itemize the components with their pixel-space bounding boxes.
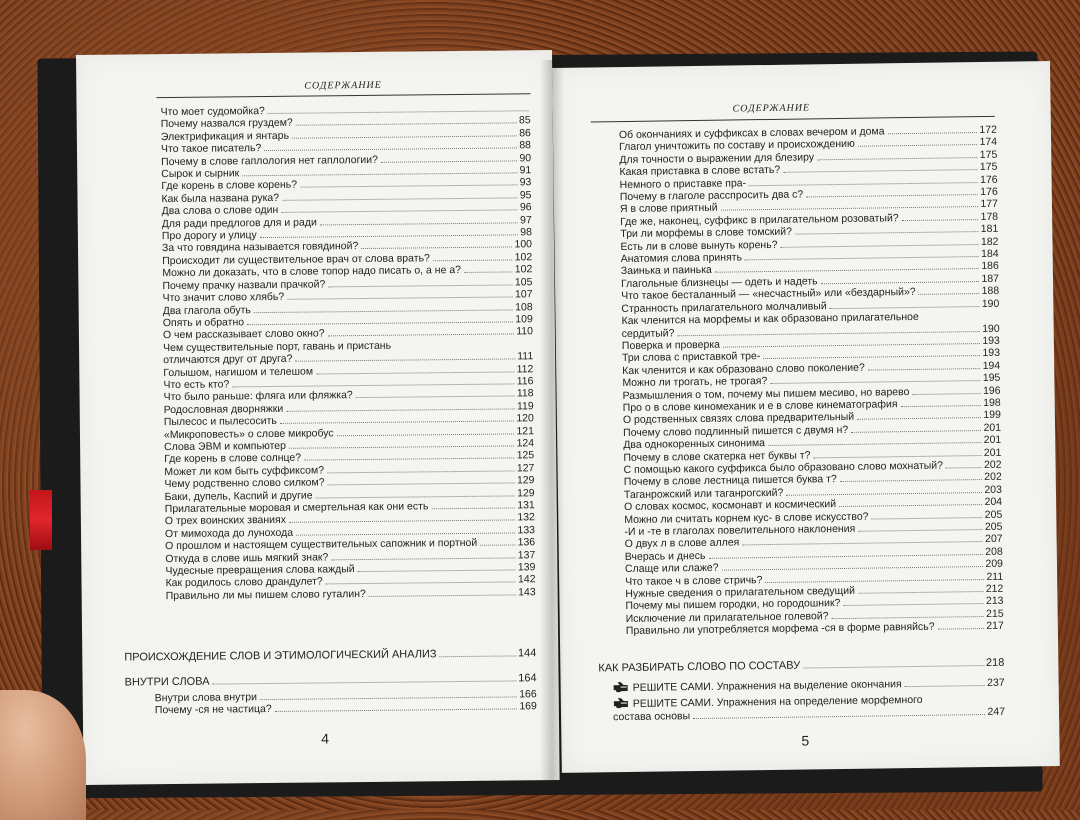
- entry-title: Пылесос и пылесосить: [163, 415, 277, 429]
- right-page: [552, 61, 1060, 773]
- dot-leader: [763, 355, 980, 359]
- dot-leader: [721, 206, 979, 211]
- entry-title: За что говядина называется говядиной?: [161, 240, 359, 255]
- entry-title: КАК РАЗБИРАТЬ СЛОВО ПО СОСТАВУ: [598, 659, 801, 675]
- entry-page: 88: [519, 139, 532, 152]
- entry-page: 202: [984, 471, 1002, 484]
- entry-page: 102: [514, 263, 533, 276]
- entry-page: 190: [981, 297, 1000, 310]
- entry-title: Электрификация и янтарь: [160, 129, 290, 143]
- entry-title: Для точности о выражении для блезиру: [619, 151, 815, 166]
- entry-page: 190: [982, 322, 1000, 335]
- red-stripe-decoration: [30, 490, 52, 550]
- dot-leader: [795, 231, 979, 235]
- dot-leader: [361, 247, 512, 250]
- dot-leader: [693, 714, 985, 719]
- entry-title: О трех воинских званиях: [164, 514, 287, 528]
- entry-title: Размышления о том, почему мы пишем месиво, но варево: [622, 385, 910, 402]
- entry-title: Два глагола обуть: [162, 303, 251, 317]
- entry-title: ВНУТРИ СЛОВА: [124, 675, 210, 689]
- entry-page: 205: [984, 508, 1003, 521]
- entry-page: 172: [979, 123, 997, 137]
- dot-leader: [858, 529, 983, 532]
- dot-leader: [213, 680, 517, 684]
- entry-page: 207: [985, 533, 1003, 546]
- entry-title: Про о в слове киномеханик и е в слове кинематография: [622, 398, 898, 414]
- entry-page: 96: [519, 201, 532, 214]
- entry-title: Слаще или слаже?: [624, 561, 719, 576]
- entry-title: О прошлом и настоящем существительных сапожник и портной: [165, 537, 478, 553]
- entry-title: О чем рассказывает слово окно?: [162, 327, 325, 342]
- entry-page: 205: [984, 520, 1003, 533]
- entry-title: Как членится на морфемы и как образовано прилагательное: [621, 310, 919, 328]
- entry-title: Два слова о слове один: [161, 204, 279, 218]
- entry-page: 132: [517, 511, 535, 524]
- entry-page: 196: [982, 384, 1001, 397]
- entry-title: Можно ли считать корнем кус- в слове искусство?: [624, 510, 869, 526]
- pointing-hand-icon: [613, 697, 629, 709]
- entry-title: Странность прилагательного молчаливый: [621, 299, 827, 315]
- dot-leader: [328, 334, 515, 337]
- entry-page: 195: [982, 371, 1001, 385]
- dot-leader: [821, 281, 980, 284]
- dot-leader: [781, 244, 979, 248]
- dot-leader: [840, 479, 982, 482]
- entry-title: Почему -ся не частица?: [154, 703, 272, 717]
- entry-title: Слова ЭВМ и компьютер: [164, 439, 286, 454]
- entry-page: 139: [517, 561, 536, 574]
- page-number: 5: [801, 732, 810, 749]
- running-head: СОДЕРЖАНИЕ: [304, 79, 382, 92]
- entry-title: РЕШИТЕ САМИ. Упражнения на определение морфемного: [632, 693, 923, 710]
- entry-page: 176: [980, 185, 998, 199]
- entry-page: 127: [516, 462, 535, 475]
- entry-title: Баки, дупель, Каспий и другие: [164, 489, 313, 503]
- dot-leader: [806, 194, 978, 197]
- entry-page: 215: [986, 607, 1004, 620]
- entry-page: 98: [520, 226, 532, 239]
- entry-page: 121: [516, 424, 535, 437]
- dot-leader: [304, 458, 515, 461]
- dot-leader: [356, 396, 515, 399]
- dot-leader: [281, 210, 518, 213]
- entry-page: 198: [983, 396, 1001, 409]
- entry-title: Два однокоренных синонима: [623, 437, 766, 452]
- entry-title: Правильно ли мы пишем слово гуталин?: [165, 587, 366, 602]
- dot-leader: [888, 132, 978, 134]
- entry-title: Что такое писатель?: [160, 142, 262, 156]
- entry-title: Три ли морфемы в слове томский?: [620, 225, 793, 241]
- entry-page: 217: [986, 619, 1004, 633]
- dot-leader: [381, 160, 517, 162]
- entry-page: 181: [980, 223, 999, 236]
- entry-title: Может ли ком быть суффиксом?: [164, 464, 325, 478]
- entry-title: Что моет судомойка?: [160, 105, 265, 119]
- entry-title: Для ради предлогов для и ради: [161, 216, 317, 230]
- dot-leader: [331, 557, 515, 560]
- section-list: [598, 656, 1004, 677]
- entry-title: Таганрожский или таганрогский?: [623, 486, 784, 501]
- entry-page: 213: [985, 595, 1004, 608]
- entry-page: 169: [519, 700, 537, 713]
- dot-leader: [858, 591, 984, 594]
- entry-title: РЕШИТЕ САМИ. Упражнения на выделение окончания: [632, 678, 902, 694]
- entry-page: 186: [981, 260, 999, 273]
- dot-leader: [247, 321, 513, 325]
- entry-page: 110: [516, 325, 533, 338]
- entry-page: 175: [979, 148, 998, 161]
- entry-page: 105: [514, 275, 533, 289]
- entry-page: 194: [982, 359, 1001, 372]
- entry-page: 178: [980, 210, 999, 223]
- entry-page: 143: [518, 586, 536, 599]
- entry-page: 203: [984, 483, 1003, 496]
- entry-page: 93: [519, 176, 532, 189]
- entry-title: Почему в слове гаплология нет гаплологии?: [161, 153, 379, 168]
- entry-title: -И и -те в глаголах повелительного наклонения: [624, 522, 856, 539]
- entry-page: 193: [982, 347, 1001, 360]
- entry-page: 108: [515, 300, 533, 313]
- entry-title: Анатомия слова принять: [620, 251, 743, 266]
- dot-leader: [786, 492, 982, 496]
- dot-leader: [830, 306, 980, 309]
- entry-page: 201: [983, 446, 1002, 459]
- entry-title: Три слова с приставкой тре-: [621, 350, 761, 365]
- section-entry: [124, 646, 536, 665]
- left-page: [76, 50, 560, 785]
- dot-leader: [254, 309, 513, 313]
- entry-page: 199: [983, 409, 1001, 422]
- dot-leader: [857, 417, 981, 420]
- dot-leader: [289, 445, 515, 448]
- entry-title: Почему в слове лестница пишется буква т?: [623, 473, 837, 489]
- dot-leader: [817, 157, 978, 160]
- entry-page: 120: [516, 412, 534, 425]
- dot-leader: [287, 297, 513, 300]
- dot-leader: [296, 532, 515, 535]
- entry-page: 201: [983, 433, 1002, 447]
- entry-page: 175: [979, 161, 998, 174]
- entry-title: Происходит ли существительное врач от слова врать?: [162, 252, 430, 267]
- entry-title: Вчерась и днесь: [624, 549, 706, 563]
- toc-list: [161, 102, 536, 602]
- entry-title: Как родилось слово драндулет?: [165, 575, 323, 590]
- entry-title: Об окончаниях и суффиксах в словах вечером и дома: [618, 125, 885, 142]
- entry-title: Почему слово подлинный пишется с двумя н?: [623, 423, 849, 439]
- entry-title: Какая приставка в слове встать?: [619, 164, 781, 179]
- entry-page: 182: [980, 235, 999, 248]
- entry-title: Почему назвался груздем?: [160, 117, 293, 131]
- dot-leader: [723, 343, 980, 348]
- dot-leader: [839, 504, 983, 507]
- entry-title: сердитый?: [621, 326, 675, 340]
- entry-page: 100: [514, 238, 533, 251]
- entry-title: Где корень в слове корень?: [161, 179, 298, 193]
- entry-title: Голышом, нагишом и телешом: [163, 365, 314, 379]
- entry-page: 85: [518, 114, 531, 127]
- entry-title: Как членится и как образовано слово поколение?: [622, 361, 865, 377]
- dot-leader: [912, 393, 981, 395]
- entry-title: состава основы: [612, 710, 691, 724]
- dot-leader: [765, 579, 984, 583]
- entry-page: 187: [981, 272, 1000, 285]
- entry-title: Исключение ли прилагательное голевой?: [625, 610, 829, 625]
- entry-page: 124: [516, 437, 535, 450]
- dot-leader: [843, 603, 984, 606]
- dot-leader: [327, 470, 515, 473]
- entry-page: 193: [982, 334, 1000, 347]
- entry-page: 209: [985, 557, 1004, 571]
- dot-leader: [902, 219, 979, 221]
- section-entry: [125, 671, 537, 690]
- entry-title: «Микроповесть» о слове микробус: [163, 426, 334, 441]
- entry-title: Внутри слова внутри: [154, 691, 257, 705]
- dot-leader: [369, 594, 516, 597]
- entry-title: Можно ли трогать, не трогая?: [622, 375, 768, 390]
- entry-title: Чудесные превращения слова каждый: [165, 563, 355, 578]
- dot-leader: [431, 507, 515, 509]
- entry-title: Почему в глаголе расспросить два с?: [619, 188, 804, 204]
- entry-page: 107: [514, 288, 533, 301]
- toc-list: [619, 124, 1004, 638]
- entry-page: 112: [516, 362, 534, 375]
- entry-title: Что есть кто?: [163, 378, 230, 392]
- entry-title: Есть ли в слове вынуть корень?: [620, 238, 778, 253]
- entry-page: 208: [985, 545, 1003, 558]
- entry-page: 174: [979, 136, 998, 149]
- dot-leader: [480, 545, 515, 546]
- dot-leader: [433, 259, 513, 261]
- dot-leader: [440, 655, 516, 657]
- dot-leader: [289, 520, 515, 523]
- dot-leader: [337, 433, 515, 436]
- dot-leader: [268, 110, 529, 114]
- entry-title: Правильно ли употребляется морфема -ся в форме равняйсь?: [625, 620, 935, 638]
- dot-leader: [464, 272, 513, 274]
- dot-leader: [328, 483, 515, 486]
- entry-title: О словах космос, космонавт и космический: [624, 498, 837, 514]
- section-entry: [598, 656, 1004, 677]
- entry-title: Почему прачку назвали прачкой?: [162, 278, 326, 292]
- entry-title: От мимохода до лунохода: [164, 526, 294, 540]
- exercise-list: [613, 674, 1006, 724]
- entry-title: О родственных связях слова предварительный: [622, 411, 855, 427]
- dot-leader: [264, 148, 517, 152]
- pointing-hand-icon: [613, 681, 629, 693]
- dot-leader: [280, 421, 514, 424]
- dot-leader: [946, 467, 982, 469]
- entry-title: Что было раньше: фляга или фляжка?: [163, 389, 353, 404]
- entry-title: Где корень в слове солнце?: [164, 452, 302, 466]
- entry-page: 119: [516, 399, 534, 413]
- dot-leader: [938, 628, 985, 630]
- entry-page: 136: [517, 536, 536, 549]
- dot-leader: [316, 371, 515, 374]
- running-head: СОДЕРЖАНИЕ: [732, 102, 811, 115]
- entry-page: 129: [517, 486, 535, 499]
- entry-page: 102: [514, 251, 533, 264]
- entry-page: 111: [517, 350, 534, 363]
- entry-page: 212: [985, 582, 1004, 596]
- entry-page: 116: [516, 375, 534, 388]
- entry-title: Поверка и проверка: [621, 338, 721, 352]
- entry-page: 204: [984, 495, 1003, 509]
- dot-leader: [260, 696, 517, 700]
- entry-page: 202: [983, 458, 1002, 471]
- dot-leader: [905, 685, 985, 687]
- entry-page: 133: [517, 524, 536, 537]
- entry-page: 218: [985, 656, 1005, 669]
- dot-leader: [358, 569, 516, 572]
- dot-leader: [783, 169, 978, 173]
- page-number: 4: [321, 730, 330, 747]
- entry-title: Почему в слове скатерка нет буквы т?: [623, 448, 811, 464]
- entry-page: 142: [517, 573, 536, 586]
- entry-title: Почему мы пишем городки, но городошник?: [625, 597, 841, 613]
- dot-leader: [803, 665, 984, 669]
- entry-page: 109: [515, 313, 533, 326]
- entry-title: Можно ли доказать, что в слове топор надо писать о, а не а?: [162, 264, 462, 280]
- entry-title: Родословная дворняжки: [163, 402, 284, 416]
- entry-title: Глагол уничтожить по составу и происхождению: [619, 138, 855, 154]
- entry-title: Что такое ч в слове стричь?: [625, 573, 763, 588]
- book-gutter: [540, 60, 564, 780]
- entry-page: 86: [519, 127, 531, 140]
- entry-title: Я в слове приятный: [619, 202, 718, 216]
- sub-entry-list: [155, 688, 537, 717]
- dot-leader: [326, 582, 516, 585]
- entry-page: 97: [520, 213, 532, 227]
- header-rule: [156, 93, 530, 98]
- entry-page: 164: [518, 672, 537, 685]
- entry-page: 118: [516, 387, 534, 400]
- dot-leader: [282, 197, 518, 200]
- dot-leader: [858, 144, 978, 147]
- entry-page: 144: [517, 647, 537, 660]
- entry-title: Как была названа рука?: [161, 191, 280, 205]
- dot-leader: [832, 616, 985, 619]
- header-rule: [591, 116, 995, 123]
- entry-page: 237: [987, 676, 1005, 689]
- dot-leader: [296, 123, 517, 126]
- entry-title: Откуда в слове ишь мягкий знак?: [165, 551, 329, 565]
- dot-leader: [770, 380, 981, 384]
- entry-page: 188: [981, 285, 1000, 298]
- entry-title: Что такое бесталанный — «несчастный» или «бездарный»?: [621, 286, 916, 303]
- entry-title: Прилагательные моровая и смертельная как они есть: [164, 500, 429, 516]
- dot-leader: [745, 256, 979, 260]
- dot-leader: [901, 405, 982, 407]
- entry-title: Глагольные близнецы — одеть и надеть: [620, 275, 818, 290]
- entry-page: 131: [517, 499, 535, 512]
- dot-leader: [300, 185, 518, 188]
- entry-title: Где же, наконец, суффикс в прилагательном розоватый?: [620, 212, 899, 228]
- dot-leader: [242, 172, 517, 176]
- entry-title: О двух л в слове аллея: [624, 536, 740, 551]
- entry-page: 201: [983, 421, 1002, 434]
- dot-leader: [742, 541, 983, 545]
- toc-entry: [166, 586, 536, 602]
- dot-leader: [292, 135, 517, 138]
- entry-title: Что значит слово хлябь?: [162, 290, 285, 305]
- dot-leader: [316, 495, 515, 498]
- entry-title: Нужные сведения о прилагательном сведущий: [625, 584, 855, 601]
- dot-leader: [260, 234, 518, 238]
- entry-page: 247: [987, 705, 1006, 718]
- entry-title: С помощью какого суффикса было образовано слово мохнатый?: [623, 459, 944, 477]
- entry-page: 211: [986, 570, 1004, 583]
- dot-leader: [232, 383, 514, 387]
- toc-entry: [155, 701, 537, 717]
- entry-page: 95: [519, 189, 532, 202]
- entry-title: отличаются друг от друга?: [163, 352, 293, 367]
- dot-leader: [919, 293, 980, 295]
- entry-page: 90: [519, 151, 532, 164]
- dot-leader: [275, 709, 518, 713]
- dot-leader: [749, 182, 978, 186]
- dot-leader: [320, 222, 518, 225]
- dot-leader: [871, 517, 982, 520]
- dot-leader: [295, 359, 515, 362]
- dot-leader: [851, 430, 981, 433]
- entry-title: Сырок и сырник: [161, 167, 240, 181]
- dot-leader: [768, 442, 982, 446]
- entry-title: Чем существительные порт, гавань и пристань: [163, 339, 392, 354]
- entry-title: Заинька и паинька: [620, 264, 712, 278]
- entry-page: 125: [516, 449, 535, 462]
- entry-title: Про дорогу и улицу: [161, 229, 257, 243]
- dot-leader: [813, 455, 981, 458]
- entry-page: 137: [517, 548, 536, 562]
- entry-title: Опять и обратно: [162, 316, 245, 330]
- entry-page: 129: [516, 474, 535, 487]
- entry-page: 177: [980, 198, 999, 211]
- entry-title: Немного о приставке пра-: [619, 176, 747, 191]
- entry-title: Чему родственно слово силком?: [164, 476, 325, 491]
- dot-leader: [328, 284, 513, 287]
- entry-title: ПРОИСХОЖДЕНИЕ СЛОВ И ЭТИМОЛОГИЧЕСКИЙ АНАЛИЗ: [124, 648, 437, 664]
- entry-page: 166: [519, 688, 537, 701]
- entry-page: 91: [519, 164, 532, 177]
- section-list: [124, 646, 536, 690]
- entry-page: 184: [981, 247, 999, 261]
- dot-leader: [286, 408, 515, 411]
- entry-page: 176: [979, 173, 998, 186]
- dot-leader: [868, 368, 981, 371]
